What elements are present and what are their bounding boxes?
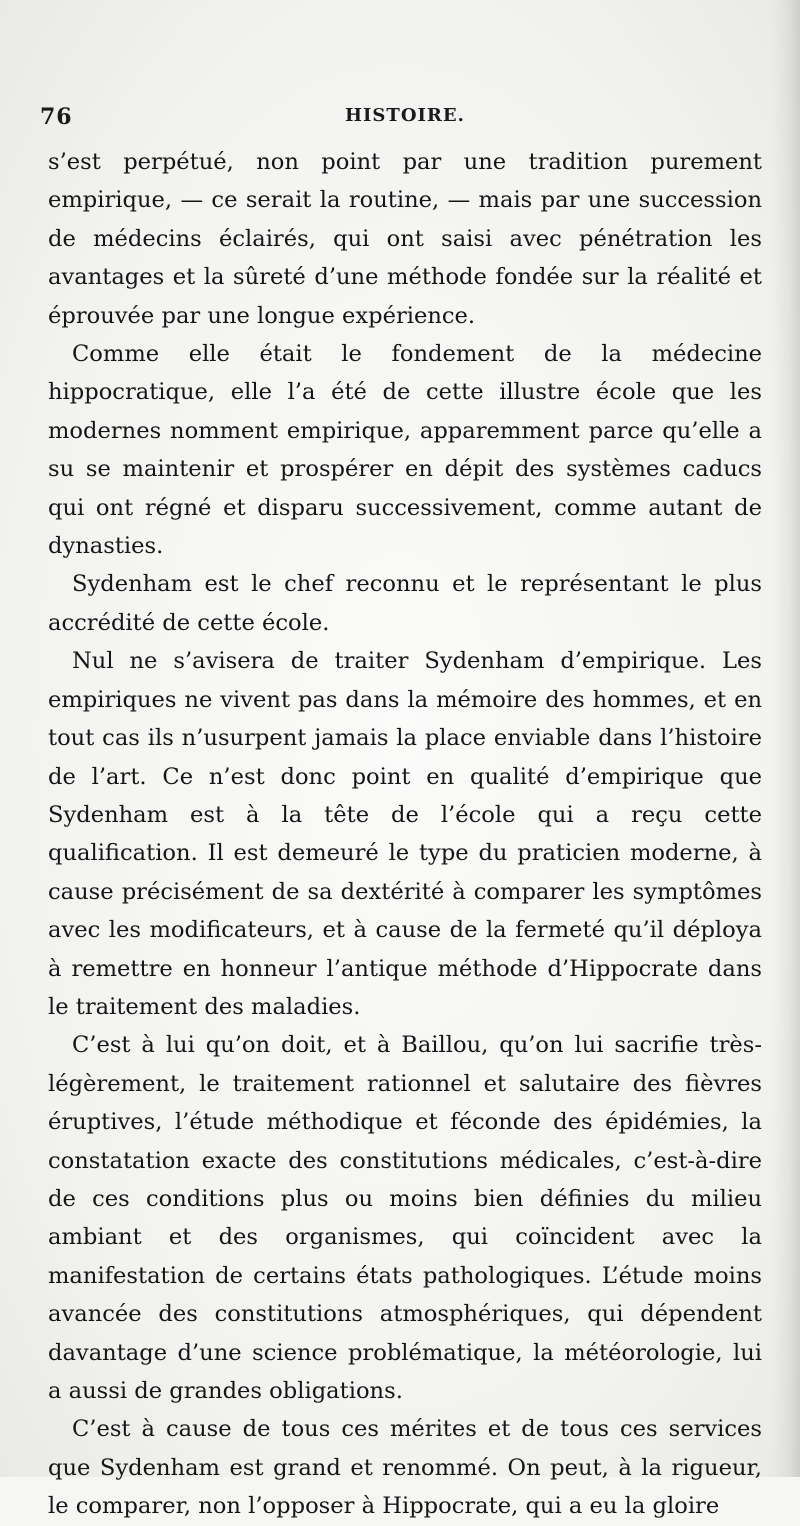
paragraph: C’est à cause de tous ces mérites et de tous ces services que Sydenham est grand et renommé. On peut, à la rigueur, le comparer, non l’opposer à Hippocrate, qui a eu la gloire: [48, 1416, 762, 1520]
paragraph-continuation: s’est perpétué, non point par une tradition purement empirique, — ce serait la routine, — mais par une succession de médecins éclairés, qui ont saisi avec pénétration les avantages et la sûreté d’une méthode fondée sur la réalité et éprouvée par une longue expérience.: [48, 149, 762, 329]
body-text: [48, 143, 762, 1526]
page-number: 76: [40, 104, 73, 130]
paragraph: Sydenham est le chef reconnu et le représentant le plus accrédité de cette école.: [48, 571, 762, 636]
paragraph: C’est à lui qu’on doit, et à Baillou, qu’on lui sacrifie très-légèrement, le traitement rationnel et salutaire des fièvres éruptives, l’étude méthodique et féconde des épidémies, la constatation exacte des constitutions médicales, c’est-à-dire de ces conditions plus ou moins bien définies du milieu ambiant et des organismes, qui coïncident avec la manifestation de certains états pathologiques. L’étude moins avancée des constitutions atmosphériques, qui dépendent davantage d’une science problématique, la météorologie, lui a aussi de grandes obligations.: [48, 1032, 762, 1404]
paragraph: Nul ne s’avisera de traiter Sydenham d’empirique. Les empiriques ne vivent pas dans la mémoire des hommes, et en tout cas ils n’usurpent jamais la place enviable dans l’histoire de l’art. Ce n’est donc point en qualité d’empirique que Sydenham est à la tête de l’école qui a reçu cette qualification. Il est demeuré le type du praticien moderne, à cause précisément de sa dextérité à comparer les symptômes avec les modificateurs, et à cause de la fermeté qu’il déploya à remettre en honneur l’antique méthode d’Hippocrate dans le traitement des maladies.: [48, 648, 762, 1020]
page-edge-shadow: [772, 0, 800, 1477]
paragraph: Comme elle était le fondement de la médecine hippocratique, elle l’a été de cette illustre école que les modernes nomment empirique, apparemment parce qu’elle a su se maintenir et prospérer en dépit des systèmes caducs qui ont régné et disparu successivement, comme autant de dynasties.: [48, 341, 762, 560]
page-header: [40, 104, 760, 134]
running-head: HISTOIRE.: [345, 105, 465, 126]
